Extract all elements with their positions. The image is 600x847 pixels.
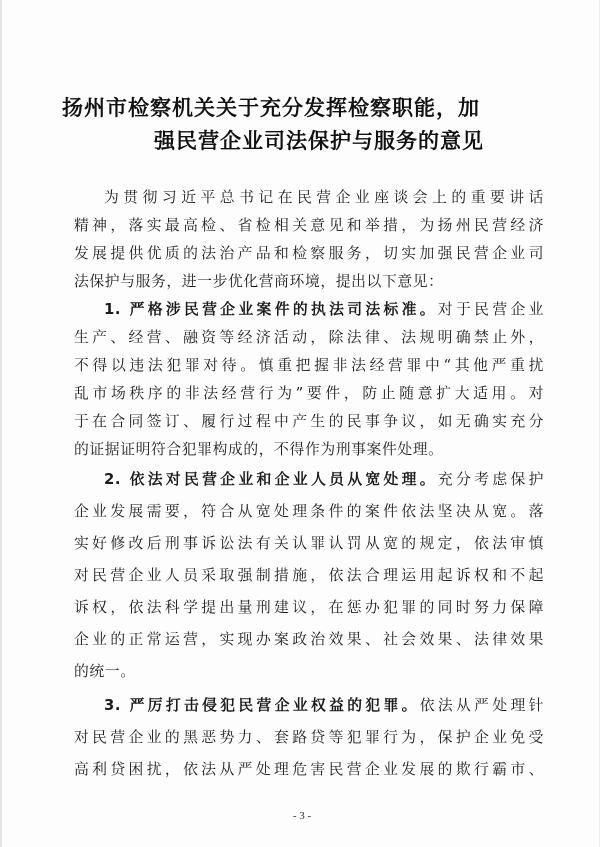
intro-line: 发展提供优质的法治产品和检察服务，切实加强民营企业司: [74, 245, 544, 262]
section-3-line: 高利贷困扰，依法从严处理危害民营企业发展的欺行霸市、: [74, 761, 544, 778]
section-1-heading-line: [104, 296, 544, 324]
section-2-line: 企业的正常运营，实现办案政治效果、社会效果、法律效果: [74, 631, 544, 648]
section-3-line: 对民营企业的黑恶势力、套路贷等犯罪行为，保护企业免受: [74, 729, 544, 746]
section-2-heading: 2. 依法对民营企业和企业人员从宽处理。: [104, 471, 438, 488]
section-1-line: 乱市场秩序的非法经营行为”要件，防止随意扩大适用。对: [74, 385, 544, 402]
section-1-line: 不得以违法犯罪对待。慎重把握非法经营罪中“其他严重扰: [74, 357, 544, 374]
section-1-heading: 1. 严格涉民营企业案件的执法司法标准。: [104, 301, 438, 318]
section-2-line: 诉权，依法科学提出量刑建议，在惩办犯罪的同时努力保障: [74, 599, 544, 616]
section-1-heading-rest: 对于民营企业: [437, 301, 544, 318]
section-2-line: 的统一。: [74, 663, 136, 680]
section-2-line: 企业发展需要，符合从宽处理条件的案件依法坚决从宽。落: [74, 503, 544, 520]
section-2-line: 对民营企业人员采取强制措施，依法合理运用起诉权和不起: [74, 567, 544, 584]
section-2-heading-line: [104, 466, 544, 494]
section-3-heading-line: [104, 692, 544, 720]
section-3-heading-rest: 依法从严处理针: [419, 697, 544, 714]
intro-line: 法保护与服务，进一步优化营商环境，提出以下意见：: [74, 273, 444, 290]
section-3-heading: 3. 严厉打击侵犯民营企业权益的犯罪。: [104, 697, 420, 714]
intro-line: 为贯彻习近平总书记在民营企业座谈会上的重要讲话: [104, 189, 544, 206]
document-title-line-1: 扬州市检察机关关于充分发挥检察职能，加: [62, 96, 480, 120]
section-1-line: 于在合同签订、履行过程中产生的民事争议，如无确实充分: [74, 413, 544, 430]
page-number: - 3 -: [292, 810, 312, 822]
document-title-line-2: 强民营企业司法保护与服务的意见: [154, 129, 484, 153]
intro-line: 精神，落实最高检、省检相关意见和举措，为扬州民营经济: [74, 217, 544, 234]
section-2-line: 实好修改后刑事诉讼法有关认罪认罚从宽的规定，依法审慎: [74, 535, 544, 552]
section-1-line: 生产、经营、融资等经济活动，除法律、法规明确禁止外，: [74, 329, 544, 346]
section-2-heading-rest: 充分考虑保护: [437, 471, 544, 488]
section-1-line: 的证据证明符合犯罪构成的，不得作为刑事案件处理。: [74, 441, 444, 458]
